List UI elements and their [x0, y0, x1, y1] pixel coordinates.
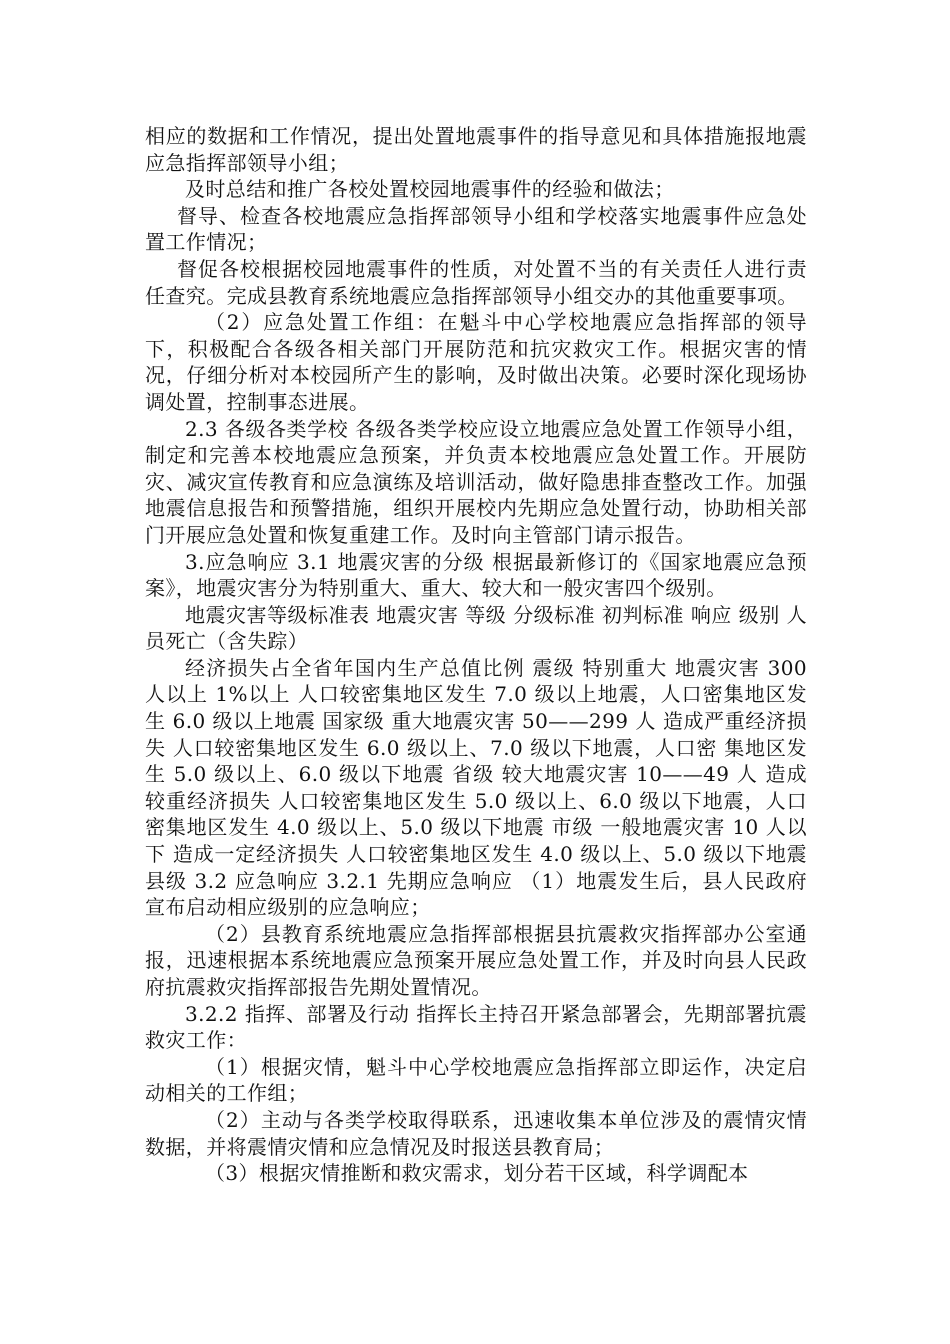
paragraph: （1）根据灾情，魁斗中心学校地震应急指挥部立即运作，决定启动相关的工作组；: [145, 1054, 807, 1106]
paragraph: 及时总结和推广各校处置校园地震事件的经验和做法；: [185, 177, 675, 202]
paragraph: 督导、检查各校地震应急指挥部领导小组和学校落实地震事件应急处置工作情况；: [145, 203, 807, 255]
body-text: [145, 123, 807, 1187]
paragraph: 地震灾害等级标准表 地震灾害 等级 分级标准 初判标准 响应 级别 人员死亡（含失踪）: [145, 602, 807, 654]
paragraph: （2）应急处置工作组：在魁斗中心学校地震应急指挥部的领导下，积极配合各级各相关部门开展防范和抗灾救灾工作。根据灾害的情况，仔细分析对本校园所产生的影响，及时做出决策。必要时深化现场协调处置，控制事态进展。: [145, 310, 807, 414]
paragraph: 3.2.2 指挥、部署及行动 指挥长主持召开紧急部署会，先期部署抗震救灾工作：: [145, 1001, 807, 1053]
paragraph: 督促各校根据校园地震事件的性质，对处置不当的有关责任人进行责任查究。完成县教育系统地震应急指挥部领导小组交办的其他重要事项。: [145, 256, 807, 308]
paragraph: （3）根据灾情推断和救灾需求，划分若干区域，科学调配本: [205, 1161, 749, 1186]
paragraph: 2.3 各级各类学校 各级各类学校应设立地震应急处置工作领导小组，制定和完善本校地震应急预案，并负责本校地震应急处置工作。开展防灾、减灾宣传教育和应急演练及培训活动，做好隐患排查整改工作。加强地震信息报告和预警措施，组织开展校内先期应急处置行动，协助相关部门开展应急处置和恢复重建工作。及时向主管部门请示报告。: [145, 416, 807, 547]
paragraph: 3.应急响应 3.1 地震灾害的分级 根据最新修订的《国家地震应急预案》，地震灾害分为特别重大、重大、较大和一般灾害四个级别。: [145, 549, 807, 601]
paragraph: 相应的数据和工作情况，提出处置地震事件的指导意见和具体措施报地震应急指挥部领导小组；: [145, 124, 807, 175]
paragraph: 经济损失占全省年国内生产总值比例 震级 特别重大 地震灾害 300 人以上 1%以上 人口较密集地区发生 7.0 级以上地震，人口密集地区发生 6.0 级以上地震 国家级 重大地震灾害 50——299 人 造成严重经济损失 人口较密集地区发生 6.0 级以上、7.0 级以下地震，人口密 集地区发生 5.0 级以上、6.0 级以下地震 省级 较大地震灾害 10——49 人 造成较重经济损失 人口较密集地区发生 5.0 级以上、6.0 级以下地震，人口密集地区发生 4.0 级以上、5.0 级以下地震 市级 一般地震灾害 10 人以下 造成一定经济损失 人口较密集地区发生 4.0 级以上、5.0 级以下地震 县级 3.2 应急响应 3.2.1 先期应急响应 （1）地震发生后，县人民政府宣布启动相应级别的应急响应；: [145, 655, 807, 920]
paragraph: （2）主动与各类学校取得联系，迅速收集本单位涉及的震情灾情数据，并将震情灾情和应急情况及时报送县教育局；: [145, 1107, 807, 1159]
paragraph: （2）县教育系统地震应急指挥部根据县抗震救灾指挥部办公室通报，迅速根据本系统地震应急预案开展应急处置工作，并及时向县人民政府抗震救灾指挥部报告先期处置情况。: [145, 921, 807, 999]
